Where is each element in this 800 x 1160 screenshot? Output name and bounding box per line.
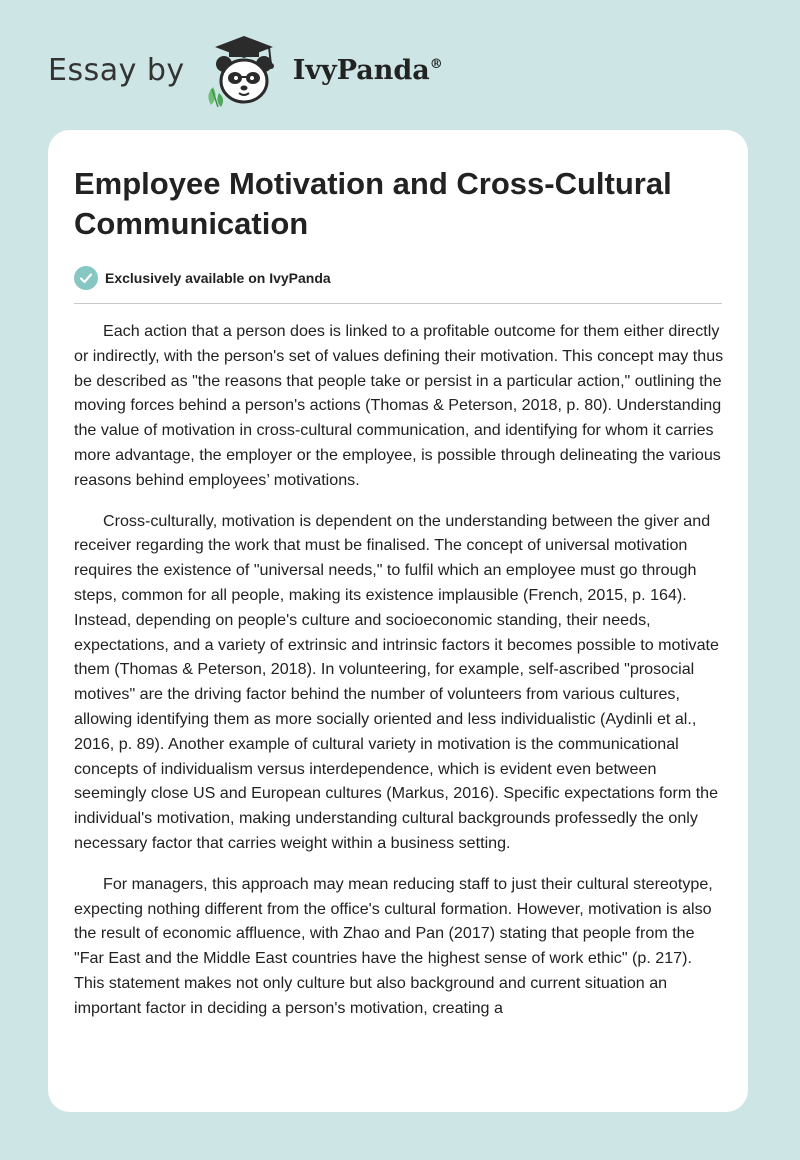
essay-card	[48, 130, 748, 1112]
paragraph: For managers, this approach may mean reducing staff to just their cultural stereotype, expecting nothing different from the office's cultural formation. However, motivation is also the result of economic affluence, with Zhao and Pan (2017) stating that people from the "Far East and the Middle East countries have the highest sense of work ethic" (p. 217). This statement makes not only culture but also background and current situation an important factor in deciding a person's motivation, creating a	[74, 874, 713, 1017]
exclusive-badge	[74, 266, 722, 290]
page-title: Employee Motivation and Cross-Cultural Communication	[74, 166, 672, 241]
panda-graduate-logo-icon	[199, 31, 289, 109]
essay-by-label: Essay by	[48, 52, 185, 88]
brand-name[interactable]: IvyPanda®	[292, 54, 443, 86]
badge-label: Exclusively available on IvyPanda	[105, 270, 331, 286]
checkmark-icon	[74, 266, 98, 290]
paragraph: Cross-culturally, motivation is dependent on the understanding between the giver and receiver regarding the work that must be finalised. The concept of universal motivation requires the existence of "universal needs," to fulfil which an employee must go through steps, common for all people, making its existence implausible (French, 2015, p. 164). Instead, depending on people's culture and socioeconomic standing, their needs, expectations, and a variety of extrinsic and intrinsic factors it becomes possible to motivate them (Thomas & Peterson, 2018). In volunteering, for example, self-ascribed "prosocial motives" are the driving factor behind the number of volunteers from various cultures, allowing identifying them as more socially oriented and less individualistic (Aydinli et al., 2016, p. 89). Another example of cultural variety in motivation is the communicational concepts of individualism versus interdependence, which is evident even between seemingly close US and European cultures (Markus, 2016). Specific expectations form the individual's motivation, making understanding cultural backgrounds professedly the only necessary factor that carries weight within a business setting.	[74, 511, 719, 852]
divider	[74, 303, 722, 304]
essay-body	[74, 319, 726, 1021]
site-header	[48, 30, 443, 110]
paragraph: Each action that a person does is linked to a profitable outcome for them either directly or indirectly, with the person's set of values defining their motivation. This concept may thus be described as "the reasons that people take or persist in a particular action," outlining the moving forces behind a person's actions (Thomas & Peterson, 2018, p. 80). Understanding the value of motivation in cross-cultural communication, and identifying for whom it carries more advantage, the employer or the employee, is possible through delineating the various reasons behind employees’ motivations.	[74, 322, 724, 489]
